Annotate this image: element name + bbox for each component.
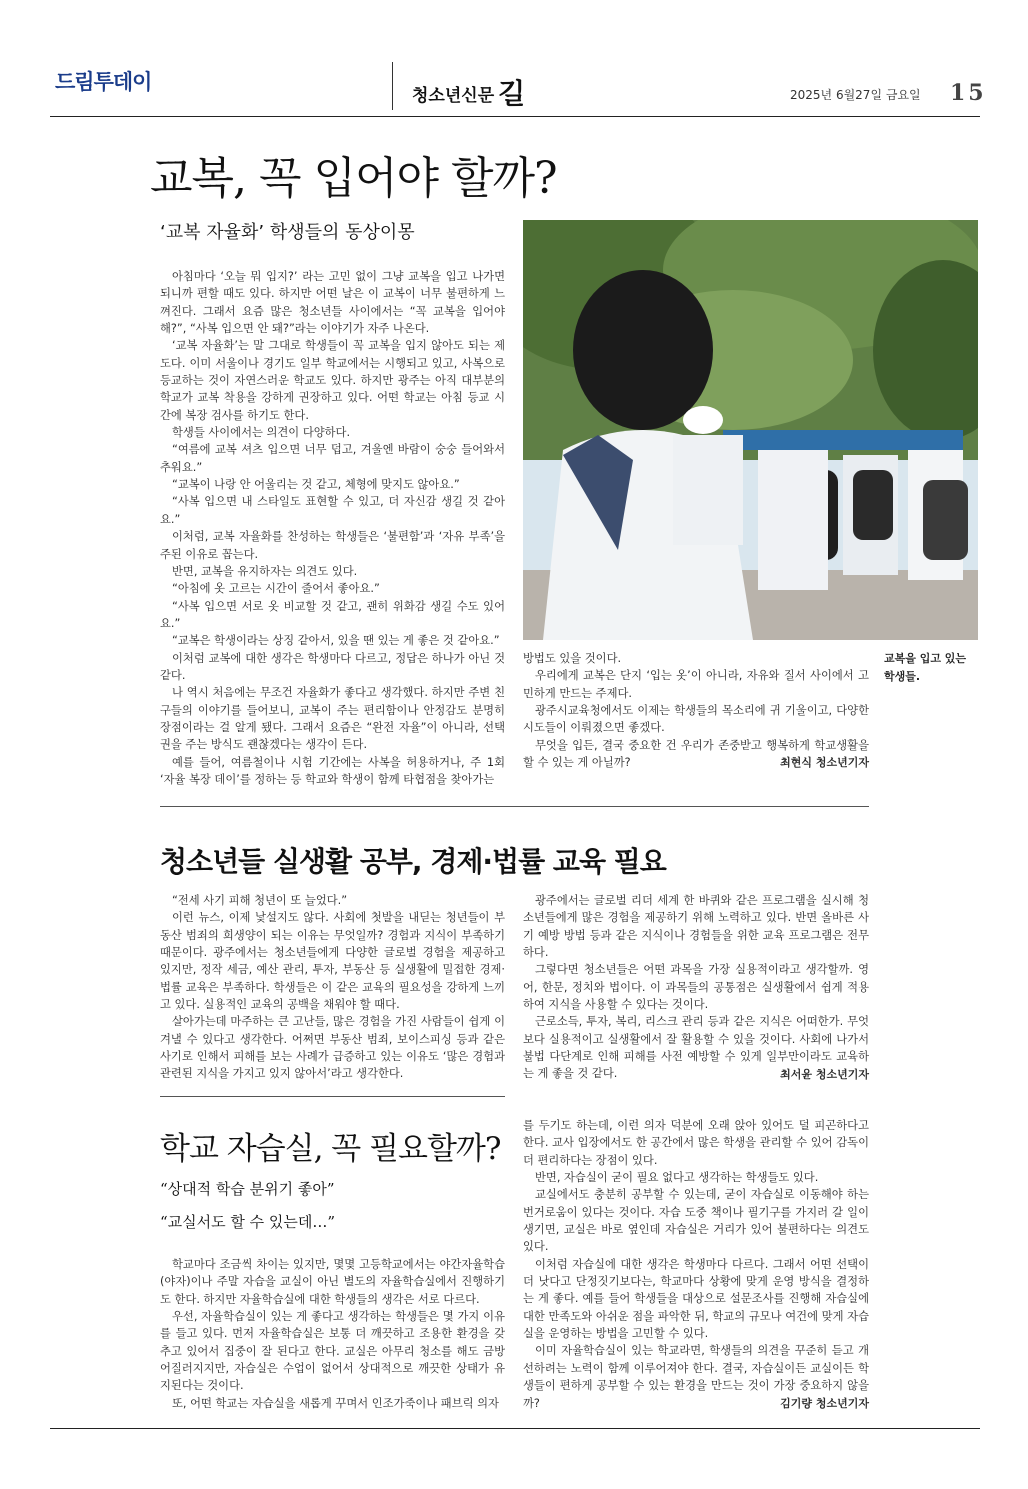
article3-quote-2: “교실서도 할 수 있는데…”: [160, 1213, 336, 1231]
article1-left-column: 아침마다 ‘오늘 뭐 입지?’ 라는 고민 없이 그냥 교복을 입고 나가면 되니까 편할 때도 있다. 하지만 어떤 날은 이 교복이 너무 불편하게 느껴진다. 그래서 요즘 많은 청소년들 사이에서는 “꼭 교복을 입어야 해?”, “사복 입으면 안 돼?”라는 이야기가 자주 나온다. ‘교복 자율화’는 말 그대로 학생들이 꼭 교복을 입지 않아도 되는 제도다. 이미 서울이나 경기도 일부 학교에서는 시행되고 있고, 사복으로 등교하는 것이 자연스러운 학교도 있다. 하지만 광주는 아직 대부분의 학교가 교복 착용을 강하게 권장하고 있다. 어떤 학교는 아침 등교 시간에 복장 검사를 하기도 한다. 학생들 사이에서는 의견이 다양하다. “여름에 교복 셔츠 입으면 너무 덥고, 겨울엔 바람이 숭숭 들어와서 추워요.” “교복이 나랑 안 어울리는 것 같고, 체형에 맞지도 않아요.” “사복 입으면 내 스타일도 표현할 수 있고, 더 자신감 생길 것 같아요.” 이처럼, 교복 자율화를 찬성하는 학생들은 ‘불편함’과 ‘자유 부족’을 주된 이유로 꼽는다. 반면, 교복을 유지하자는 의견도 있다. “아침에 옷 고르는 시간이 줄어서 좋아요.” “사복 입으면 서로 옷 비교할 것 같고, 괜히 위화감 생길 수도 있어요.” “교복은 학생이라는 상징 같아서, 있을 땐 있는 게 좋은 것 같아요.” 이처럼 교복에 대한 생각은 학생마다 다르고, 정답은 하나가 아닌 것 같다. 나 역시 처음에는 무조건 자율화가 좋다고 생각했다. 하지만 주변 친구들의 이야기를 들어보니, 교복이 주는 편리함이나 안정감도 분명히 장점이라는 걸 알게 됐다. 그래서 요즘은 “완전 자율”이 아니라, 선택권을 주는 방식도 괜찮겠다는 생각이 든다. 예를 들어, 여름철이나 시험 기간에는 사복을 허용하거나, 주 1회 ‘자율 복장 데이’를 정하는 등 학교와 학생이 함께 타협점을 찾아가는: [160, 270, 505, 786]
article1-byline: 최현식 청소년기자: [780, 756, 869, 770]
section-title: 청소년신문 길: [412, 77, 526, 110]
article3-quote-1: “상대적 학습 분위기 좋아”: [160, 1180, 335, 1198]
article3-right-column: 를 두기도 하는데, 이런 의자 덕분에 오래 앉아 있어도 덜 피곤하다고 한다. 교사 입장에서도 한 공간에서 많은 학생을 관리할 수 있어 감독이 더 편리하다는 장점이 있다. 반면, 자습실이 굳이 필요 없다고 생각하는 학생들도 있다. 교실에서도 충분히 공부할 수 있는데, 굳이 자습실로 이동해야 하는 번거로움이 있다는 것이다. 자습 도중 책이나 필기구를 가지러 갈 일이 생기면, 교실은 바로 옆인데 자습실은 거리가 있어 불편하다는 의견도 있다. 이처럼 자습실에 대한 생각은 학생마다 다르다. 그래서 어떤 선택이 더 낫다고 단정짓기보다는, 학교마다 상황에 맞게 운영 방식을 결정하는 게 좋다. 예를 들어 학생들을 대상으로 설문조사를 진행해 자습실에 대한 만족도와 아쉬운 점을 파악한 뒤, 학교의 규모나 여건에 맞게 자습실을 운영하는 방법을 고민할 수 있다. 이미 자율학습실이 있는 학교라면, 학생들의 의견을 꾸준히 듣고 개선하려는 노력이 함께 이루어져야 한다. 결국, 자습실이든 교실이든 학생들이 편하게 공부할 수 있는 환경을 만드는 것이 가장 중요하지 않을까? 김기량 청소년기자: [523, 1117, 869, 1412]
article2-right-column: 광주에서는 글로벌 리더 세계 한 바퀴와 같은 프로그램을 실시해 청소년들에게 많은 경험을 제공하기 위해 노력하고 있다. 반면 올바른 사기 예방 방법 등과 같은 지식이나 경험들을 위한 교육 프로그램은 전무하다. 그렇다면 청소년들은 어떤 과목을 가장 실용적이라고 생각할까. 영어, 한문, 정치와 법이다. 이 과목들의 공통점은 실생활에서 쉽게 적용하여 지식을 사용할 수 있다는 것이다. 근로소득, 투자, 복리, 리스크 관리 등과 같은 지식은 어떠한가. 무엇보다 실용적이고 실생활에서 잘 활용할 수 있을 것이다. 사회에 나가서 불법 다단계로 인해 피해를 사전 예방할 수 있게 일부만이라도 교육하는 게 좋을 것 같다. 최서윤 청소년기자: [523, 892, 869, 1083]
footer-rule: [50, 1428, 980, 1429]
article1-right-column: 방법도 있을 것이다. 우리에게 교복은 단지 ‘입는 옷’이 아니라, 자유와 질서 사이에서 고민하게 만드는 주제다. 광주시교육청에서도 이제는 학생들의 목소리에 귀 기울이고, 다양한 시도들이 이뤄졌으면 좋겠다. 무엇을 입든, 결국 중요한 건 우리가 존중받고 행복하게 학교생활을 할 수 있는 게 아닐까? 최현식 청소년기자: [523, 650, 869, 772]
article3-byline: 김기량 청소년기자: [780, 1396, 869, 1410]
article2-left-column: “전세 사기 피해 청년이 또 늘었다.” 이런 뉴스, 이제 낯설지도 않다. 사회에 첫발을 내딛는 청년들이 부동산 범죄의 희생양이 되는 이유는 무엇일까? 경험과 지식이 부족하기 때문이다. 광주에서는 청소년들에게 다양한 글로벌 경험을 제공하고 있지만, 정작 세금, 예산 관리, 투자, 부동산 등 실생활에 밀접한 경제·법률 교육은 부족하다. 학생들은 이 같은 교육의 필요성을 강하게 느끼고 있다. 실용적인 교육의 공백을 채워야 할 때다. 살아가는데 마주하는 큰 고난들, 많은 경험을 가진 사람들이 쉽게 이겨낼 수 있다고 생각한다. 어쩌면 부동산 범죄, 보이스피싱 등과 같은 사기로 인해서 피해를 보는 사례가 급증하고 있는 이유도 ‘많은 경험과 관련된 지식을 가지고 있지 않아서’라고 생각한다.: [160, 894, 505, 1081]
article2-title: 청소년들 실생활 공부, 경제·법률 교육 필요: [160, 845, 666, 878]
students-photo: [523, 220, 978, 640]
header-divider: [392, 62, 393, 110]
article3-title: 학교 자습실, 꼭 필요할까?: [160, 1131, 501, 1167]
page-number: 15: [950, 80, 987, 106]
students-photo-illustration: [523, 220, 978, 640]
article3-left-column: 학교마다 조금씩 차이는 있지만, 몇몇 고등학교에서는 야간자율학습(야자)이나 주말 자습을 교실이 아닌 별도의 자율학습실에서 진행하기도 한다. 하지만 자율학습실에 대한 학생들의 생각은 서로 다르다. 우선, 자율학습실이 있는 게 좋다고 생각하는 학생들은 몇 가지 이유를 들고 있다. 먼저 자율학습실은 보통 더 깨끗하고 조용한 환경을 갖추고 있어서 집중이 잘 된다고 한다. 교실은 아무리 청소를 해도 금방 어질러지지만, 자습실은 수업이 없어서 상대적으로 깨끗한 상태가 유지된다는 것이다. 또, 어떤 학교는 자습실을 새롭게 꾸며서 인조가죽이나 패브릭 의자: [160, 1258, 505, 1410]
article1-title: 교복, 꼭 입어야 할까?: [150, 153, 557, 204]
issue-date: 2025년 6월27일 금요일: [790, 88, 921, 102]
article1-subtitle: ‘교복 자율화’ 학생들의 동상이몽: [160, 222, 415, 243]
photo-caption: 교복을 입고 있는 학생들.: [884, 652, 967, 683]
article-divider: [160, 1096, 505, 1097]
header-rule: [50, 116, 980, 117]
article2-byline: 최서윤 청소년기자: [780, 1067, 869, 1081]
article-divider: [160, 806, 869, 807]
logo: 드림투데이: [55, 70, 152, 94]
